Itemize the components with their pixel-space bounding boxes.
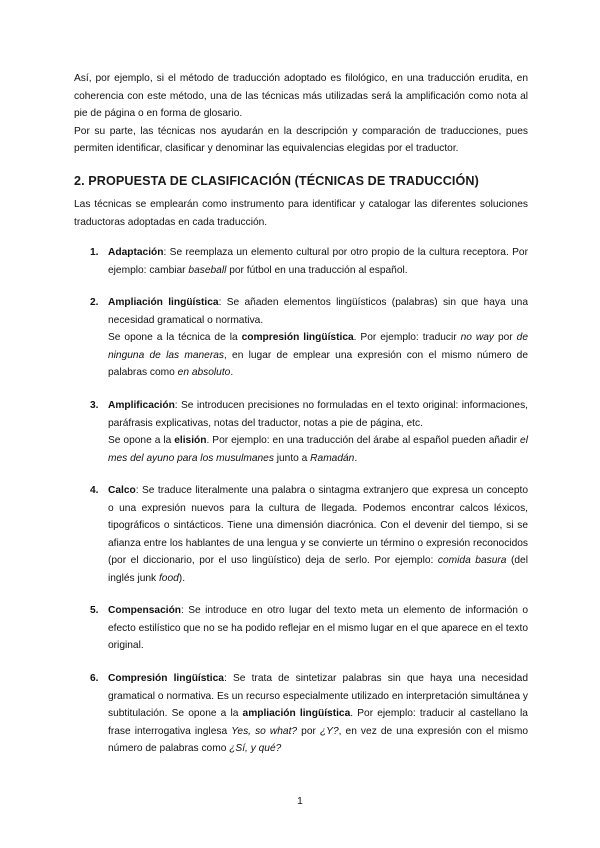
intro-block (74, 70, 528, 158)
list-item-text (108, 244, 528, 279)
list-item-number: 6. (90, 673, 99, 684)
text-run: : Se introducen precisiones no formuladas en el texto original: informaciones, paráfrasis explicativas, notas del traductor, notas a pie de página, etc. (108, 400, 528, 429)
section-heading: 2. PROPUESTA DE CLASIFICACIÓN (TÉCNICAS DE TRADUCCIÓN) (74, 174, 479, 188)
text-run: . (230, 367, 234, 379)
text-run: ). (178, 572, 186, 584)
italic-example: Ramadán (310, 452, 355, 464)
list-item-number: 1. (90, 247, 99, 258)
text-run: : Se traduce literalmente una palabra o sintagma extranjero que expresa un concepto o una expresión nuevos para la cultura de llegada. Podemos encontrar calcos léxicos, tipográficos o sintácticos. Tiene una dimensión diacrónica. Con el devenir del tiempo, si se afianza entre los hablantes de una lengua y se convierte un término o expresión reconocidos (por el diccionario, por el uso lingüístico) deja de serlo. Por ejemplo: (108, 485, 528, 567)
list-item-ampliacion-linguistica (90, 294, 528, 382)
text-run: : Se introduce en otro lugar del texto meta un elemento de información o efecto estilístico que no se ha podido reflejar en el mismo lugar en el que aparece en el texto original. (108, 605, 528, 652)
italic-example: comida basura (437, 555, 507, 567)
bold-term: ampliación lingüística (242, 708, 351, 720)
list-item-text (108, 432, 528, 467)
italic-example: no way (460, 332, 495, 344)
section-intro: Las técnicas se emplearán como instrumento para identificar y catalogar las diferentes soluciones traductoras adoptadas en cada traducción. (74, 199, 528, 228)
bold-term: elisión (174, 435, 207, 447)
list-item-number: 5. (90, 605, 99, 616)
text-run: (del inglés junk (108, 555, 528, 584)
list-item-amplificacion (90, 397, 528, 467)
text-run: : Se trata de sintetizar palabras sin que haya una necesidad gramatical o normativa. Es un recurso especialmente utilizado en interpretación simultánea y subtitulación. Se opone a la (108, 673, 528, 720)
intro-paragraph-2: Por su parte, las técnicas nos ayudarán en la descripción y comparación de traducciones, pues permiten identificar, clasificar y denominar las equivalencias elegidas por el traductor. (74, 125, 528, 155)
list-item-text (108, 670, 528, 758)
bold-term: compresión lingüística (241, 332, 354, 344)
term-calco: Calco (108, 485, 136, 496)
list-item-number: 3. (90, 400, 99, 411)
list-item-adaptacion (90, 244, 528, 279)
italic-example: el mes del ayuno para los musulmanes (108, 435, 528, 464)
list-item-text (108, 294, 528, 329)
term-compensacion: Compensación (108, 605, 182, 616)
list-item-text (108, 482, 528, 588)
text-run: junto a (273, 452, 311, 464)
italic-example: de ninguna de las maneras (108, 332, 528, 361)
text-run: por fútbol en una traducción al español. (226, 264, 408, 276)
list-item-text (108, 397, 528, 432)
list-item-number: 2. (90, 297, 99, 308)
list-item-number: 4. (90, 485, 99, 496)
list-item-text (108, 329, 528, 382)
intro-paragraph-1: Así, por ejemplo, si el método de traducción adoptado es filológico, en una traducción erudita, en coherencia con este método, una de las técnicas más utilizadas será la amplificación como nota al pie de página o en forma de glosario. (74, 73, 528, 120)
text-run: . (354, 452, 358, 464)
page-number: 1 (297, 796, 303, 807)
text-run: , en lugar de emplear una expresión con el mismo número de palabras como (108, 349, 528, 379)
text-run: Se opone a la (108, 435, 175, 447)
text-run: : Se añaden elementos lingüísticos (palabras) sin que haya una necesidad gramatical o normativa. (108, 297, 528, 326)
list-item-calco (90, 482, 528, 588)
term-ampliacion-linguistica: Ampliación lingüística (108, 297, 219, 308)
text-run: Se opone a la técnica de la (108, 332, 242, 344)
term-adaptacion: Adaptación (108, 247, 164, 258)
text-run: : Se reemplaza un elemento cultural por otro propio de la cultura receptora. Por ejemplo: cambiar (108, 247, 528, 276)
text-run: por (297, 725, 320, 737)
text-run: . Por ejemplo: en una traducción del árabe al español pueden añadir (206, 435, 521, 447)
italic-example: Yes, so what? (231, 725, 298, 737)
term-amplificacion: Amplificación (108, 400, 175, 411)
text-run: . Por ejemplo: traducir al castellano la frase interrogativa inglesa (108, 708, 528, 737)
list-item-compensacion (90, 602, 528, 655)
text-run: , en vez de una expresión con el mismo número de palabras como (108, 725, 529, 755)
italic-example: en absoluto (177, 367, 231, 379)
italic-example: baseball (188, 264, 227, 276)
italic-example: ¿Y? (319, 725, 339, 737)
italic-example: ¿Sí, y qué? (229, 743, 282, 755)
list-item-text (108, 602, 528, 655)
text-run: . Por ejemplo: traducir (353, 332, 461, 344)
term-compresion-linguistica: Compresión lingüística (108, 673, 224, 684)
list-item-compresion-linguistica (90, 670, 528, 758)
italic-example: food (158, 572, 179, 584)
text-run: por (494, 332, 517, 344)
